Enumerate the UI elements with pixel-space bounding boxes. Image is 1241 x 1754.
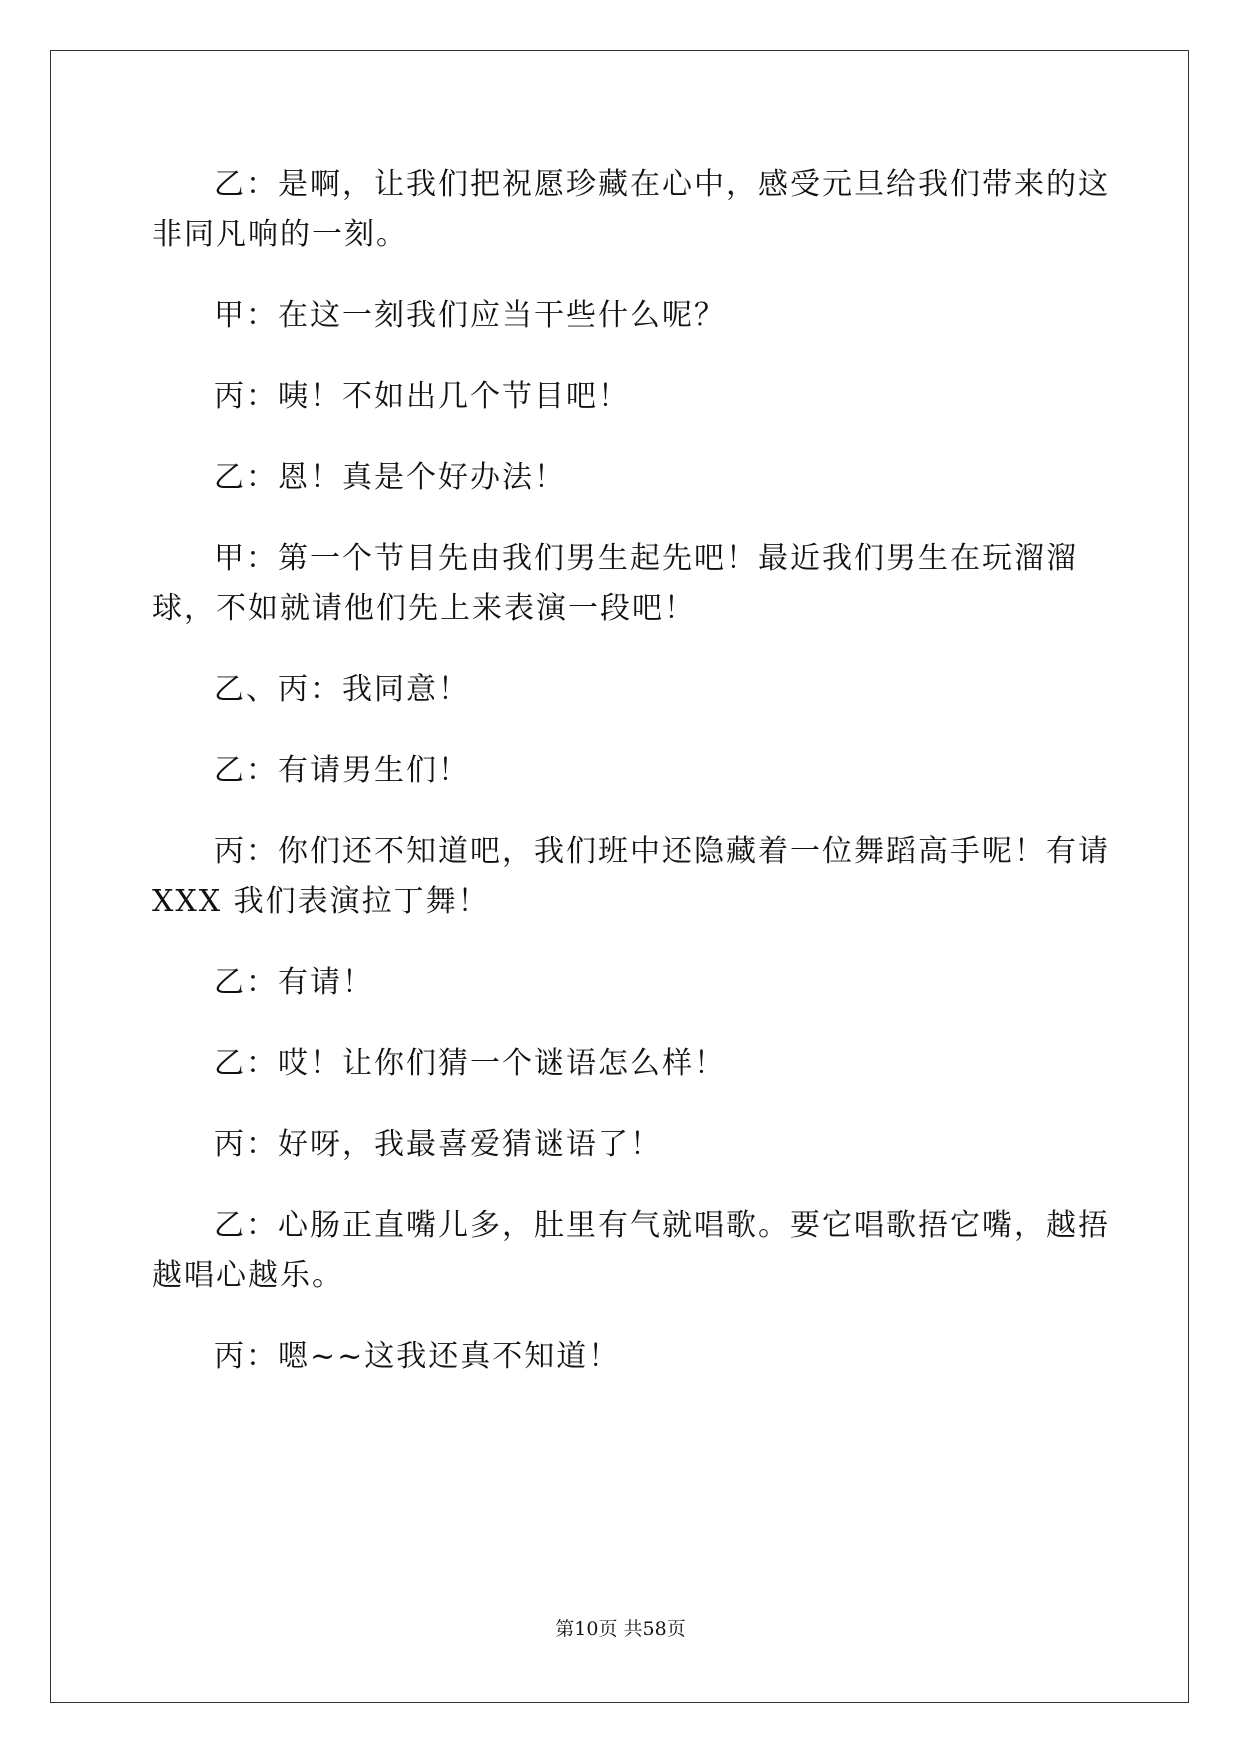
paragraph: 乙：是啊，让我们把祝愿珍藏在心中，感受元旦给我们带来的这非同凡响的一刻。 bbox=[152, 167, 1110, 252]
paragraph: 乙：心肠正直嘴儿多，肚里有气就唱歌。要它唱歌捂它嘴，越捂越唱心越乐。 bbox=[152, 1208, 1110, 1293]
paragraph: 乙：有请男生们！ bbox=[214, 753, 470, 788]
page-number-footer: 第10页 共58页 bbox=[555, 1618, 686, 1640]
paragraph: 乙、丙：我同意！ bbox=[214, 672, 470, 707]
paragraph: 丙：你们还不知道吧，我们班中还隐藏着一位舞蹈高手呢！有请XXX 我们表演拉丁舞！ bbox=[152, 834, 1110, 919]
paragraph: 甲：第一个节目先由我们男生起先吧！最近我们男生在玩溜溜球，不如就请他们先上来表演一段吧！ bbox=[152, 541, 1078, 626]
paragraph: 乙：有请！ bbox=[214, 965, 374, 1000]
paragraph: 丙：好呀，我最喜爱猜谜语了！ bbox=[214, 1127, 662, 1162]
paragraph: 甲：在这一刻我们应当干些什么呢？ bbox=[214, 298, 726, 333]
paragraph: 乙：哎！让你们猜一个谜语怎么样！ bbox=[214, 1046, 726, 1081]
paragraph: 丙：嗯~~这我还真不知道！ bbox=[214, 1339, 621, 1374]
paragraph: 丙：咦！不如出几个节目吧！ bbox=[214, 379, 630, 414]
paragraph: 乙：恩！真是个好办法！ bbox=[214, 460, 566, 495]
document-body bbox=[152, 160, 1112, 1413]
